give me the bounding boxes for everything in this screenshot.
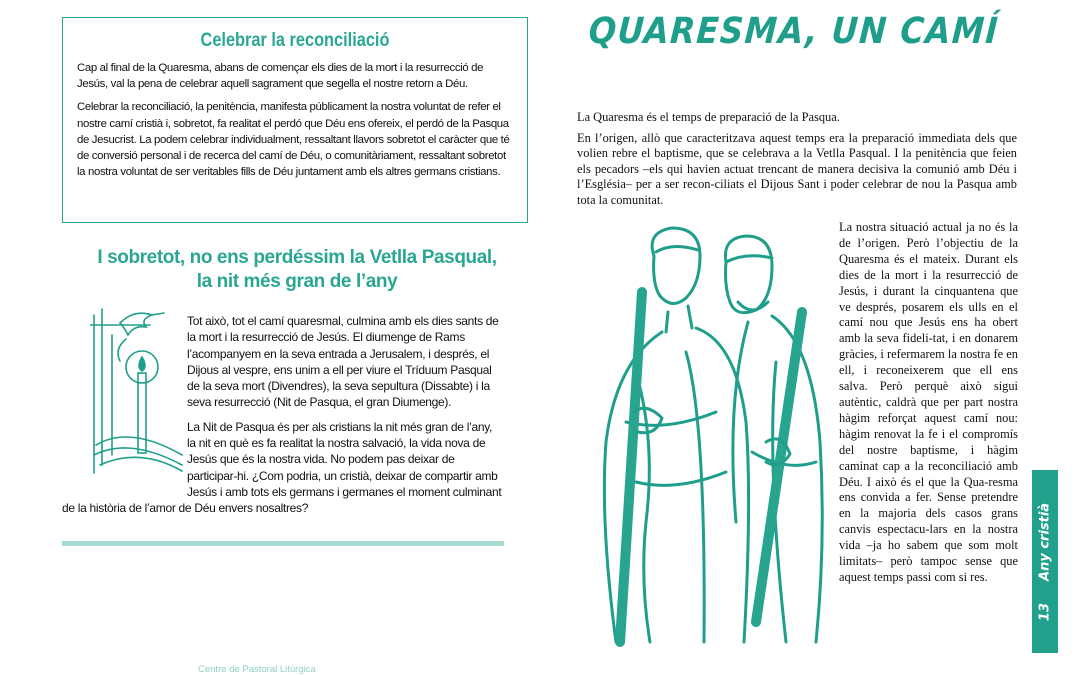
box-paragraph: Celebrar la reconciliació, la penitència, manifesta públicament la nostra voluntat de refer el nostre camí cristià i, sobretot, fa realitat el perdó que Déu ens ofereix, el perdó de la Pasqua de Jesucrist. La podem celebrar individualment, ressaltant llavors sobretot el caràcter que té de conversió personal i de recerca del camí de Déu, o comunitàriament, ressaltant sobretot la nostra voluntat de ser veritables fills de Déu juntament amb els altres germans cristians. bbox=[77, 101, 510, 179]
section-tab-text bbox=[1038, 502, 1053, 620]
reconciliation-box bbox=[62, 17, 528, 223]
page-title: QUARESMA, UN CAMÍ bbox=[587, 11, 1001, 52]
intro-text bbox=[577, 110, 1017, 214]
page-number: 13 bbox=[1037, 602, 1053, 621]
box-paragraph: Cap al final de la Quaresma, abans de començar els dies de la mort i la resurrecció de Jesús, val la pena de celebrar aquell sagrament que segella el nostre retorn a Déu. bbox=[77, 62, 484, 91]
vigil-paragraph: Tot això, tot el camí quaresmal, culmina amb els dies sants de la mort i la resurrecció de Jesús. El diumenge de Rams l’acompanyem en la seva entrada a Jerusalem, i després, el Dijous al vespre, ens unim a ell per viure el Tríduum Pasqual de la seva mort (Divendres), la seva sepultura (Dissabte) i la seva resurrecció (Nit de Pasqua, el gran Diumenge). bbox=[187, 314, 499, 410]
pilgrims-illustration bbox=[576, 222, 836, 654]
publisher-footer: Centre de Pastoral Litúrgica bbox=[198, 664, 316, 675]
intro-paragraph: En l’origen, allò que caracteritzava aquest temps era la preparació immediata dels que volien rebre el baptisme, que se celebrava a la Vetlla Pasqual. I la penitència que feien els pecadors –els qui havien actuat trencant de manera decisiva la comunió amb Déu i l’Església– per a ser recon-ciliats el Dijous Sant i poder celebrar de nou la Pasqua amb tota la comunitat. bbox=[577, 130, 1017, 207]
intro-paragraph: La Quaresma és el temps de preparació de la Pasqua. bbox=[577, 110, 840, 124]
section-heading bbox=[62, 246, 532, 294]
section-heading-line: la nit més gran de l’any bbox=[196, 271, 398, 292]
vigil-text bbox=[62, 313, 503, 525]
illustration-space bbox=[62, 313, 187, 488]
box-heading: Celebrar la reconciliació bbox=[200, 30, 390, 51]
vigil-paragraph: La Nit de Pasqua és per als cristians la nit més gran de l’any, la nit en què es fa realitat la nostra salvació, la vida nova de Jesús que és la nostra vida. No podem pas deixar de participar-hi. ¿Com podria, un cristià, deixar de compartir amb Jesús i amb tots els germans i germanes el moment culminant de la història de l’amor de Déu envers nosaltres? bbox=[62, 419, 502, 516]
divider-rule bbox=[62, 541, 504, 546]
section-label: Any cristià bbox=[1037, 502, 1053, 581]
section-heading-line: I sobretot, no ens perdéssim la Vetlla Pasqual, bbox=[97, 247, 497, 268]
main-column-text: La nostra situació actual ja no és la de l’origen. Però l’objectiu de la Quaresma és el mateix. Durant els dies de la mort i la resurrecció de Jesús, i durant la cinquantena que ve després, posarem els ulls en el camí nou que Jesús ens ha obert amb la seva fideli-tat, i en donarem gràcies, i refermarem la nostra fe en ell, i reconeixerem que ell ens salva. Però perquè això sigui autèntic, caldrà que per part nostra hàgim reforçat aquest camí nou: hàgim renovat la fe i el compromís del nostre baptisme, i hàgim caminat cap a la reconciliació amb Déu. I això és el que la Qua-resma ens convida a fer. Sense pretendre en la majoria dels casos grans canvis espectacu-lars en la nostra vida –ja ho sabem que som molt limitats– però tampoc sense que aquest temps passi com si res. bbox=[839, 220, 1018, 584]
section-tab bbox=[1032, 470, 1058, 653]
